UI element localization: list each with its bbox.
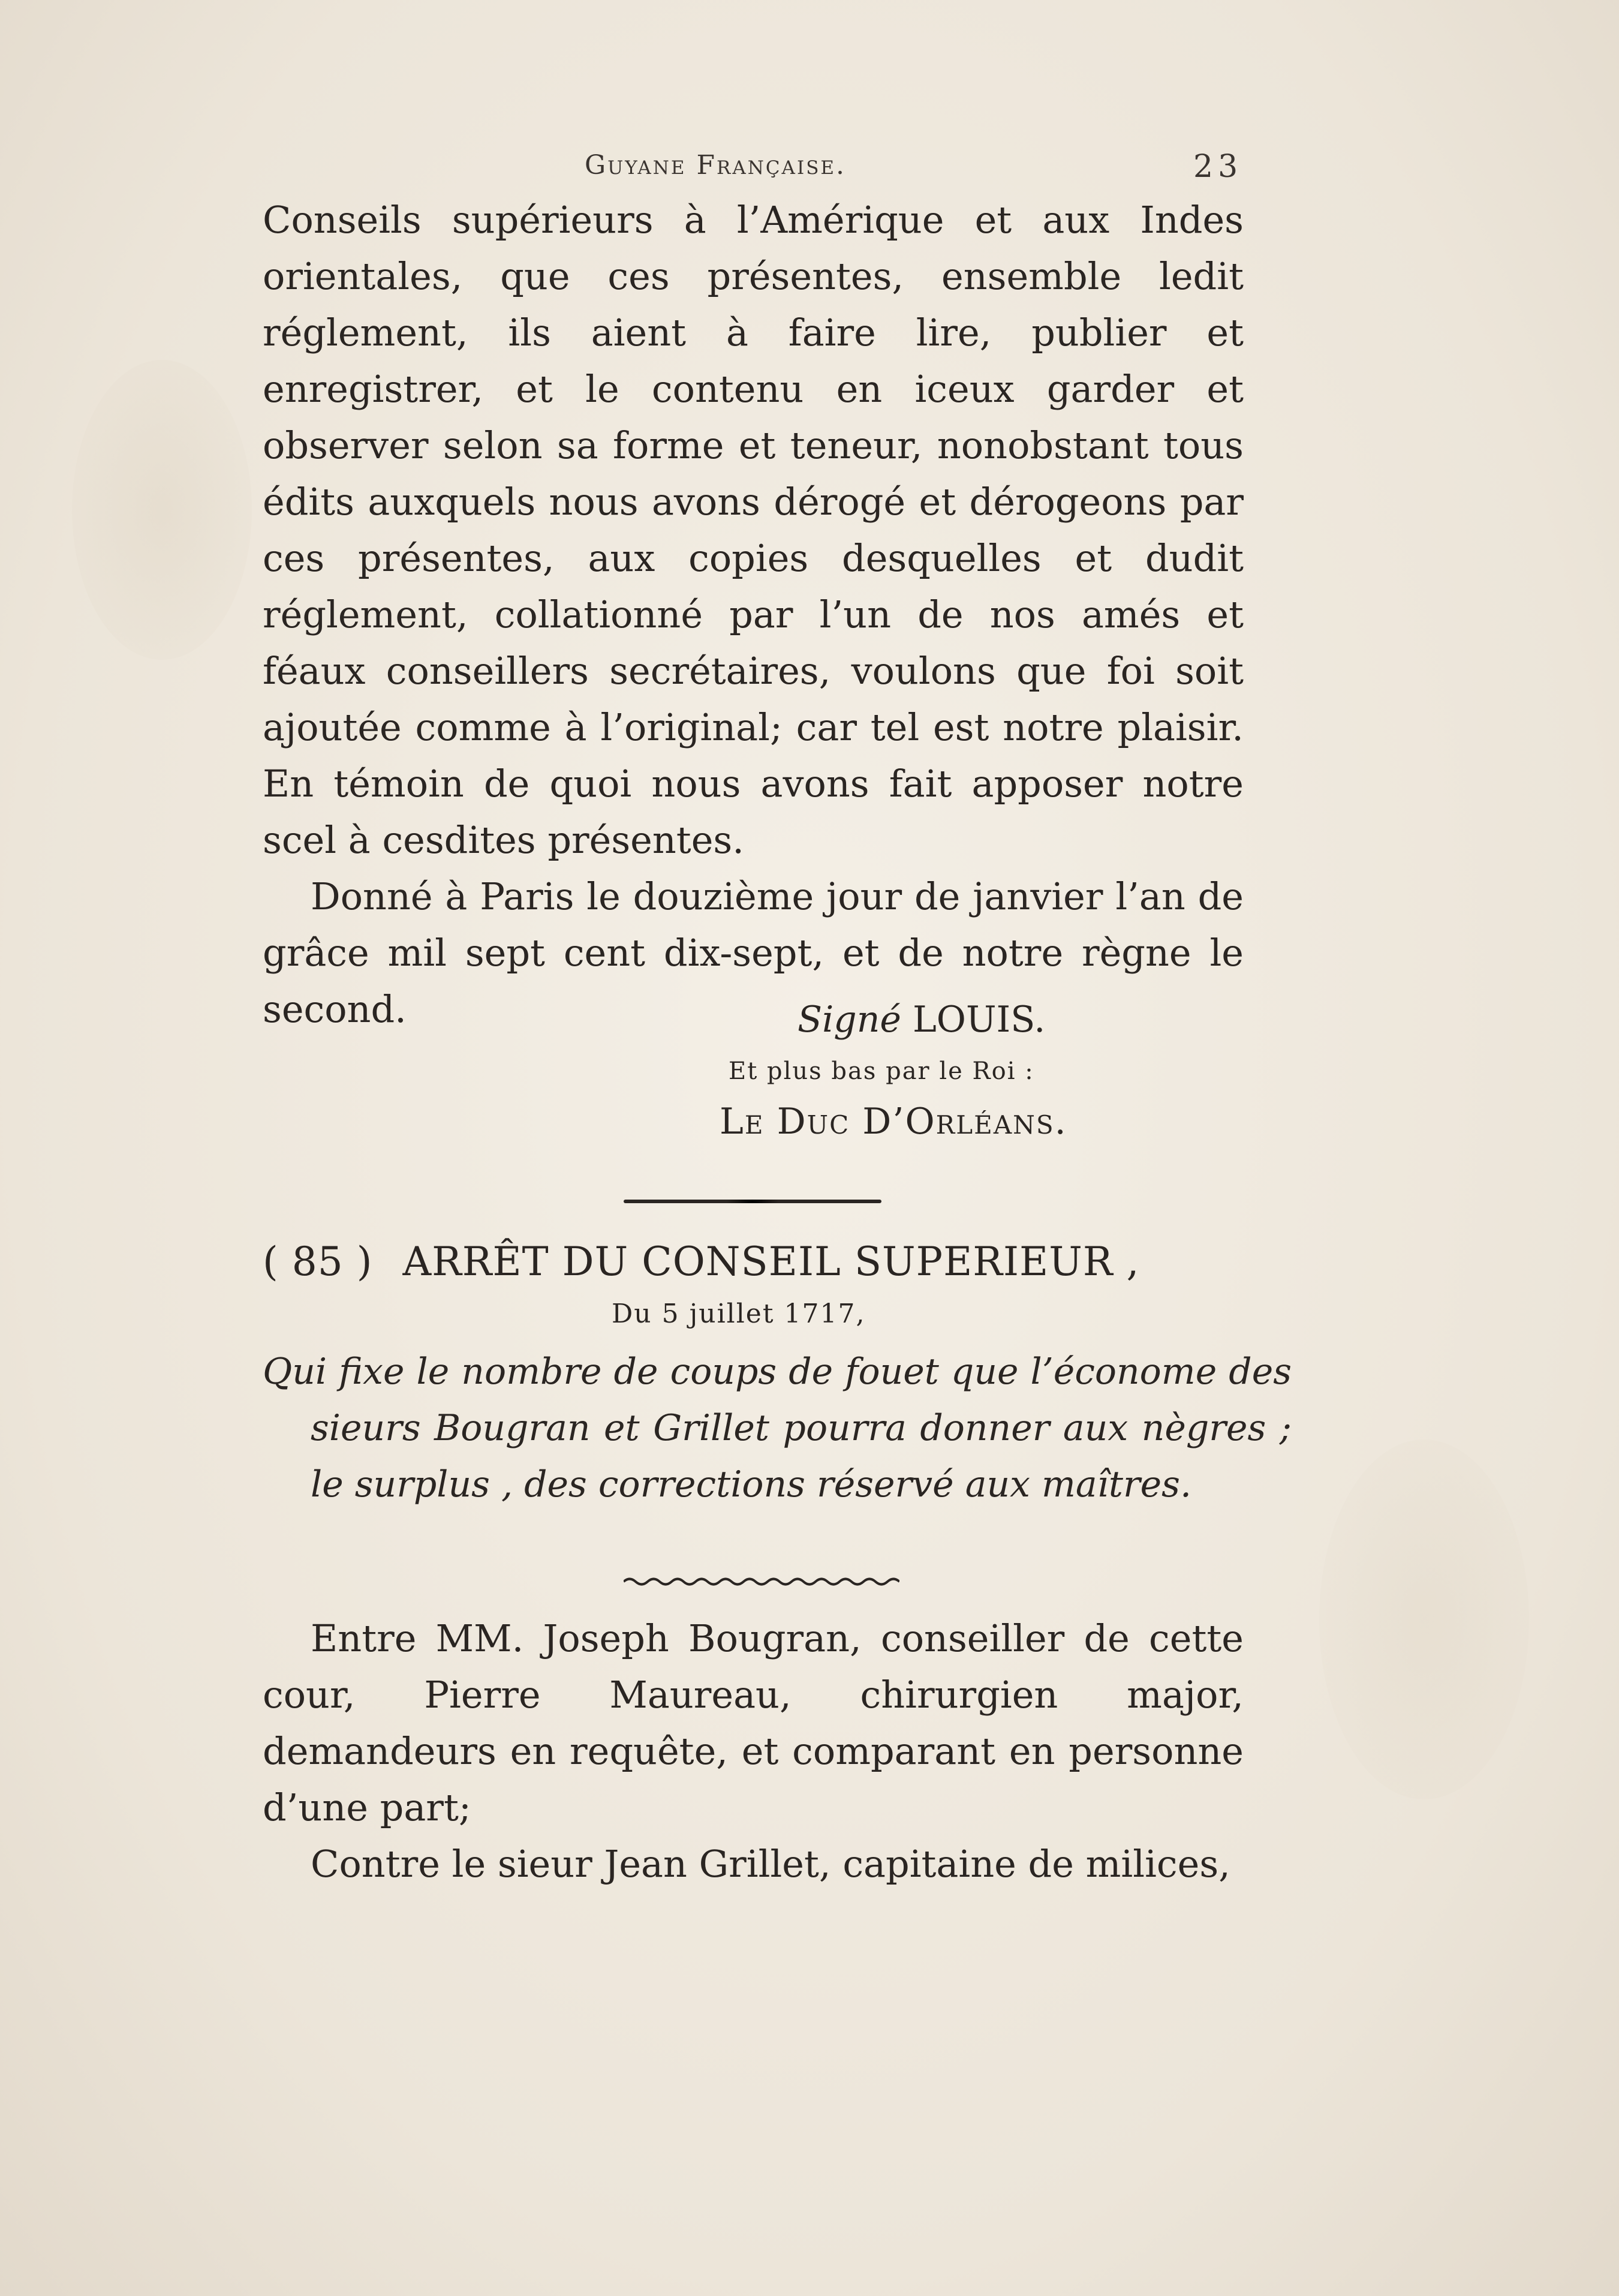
- signe-word: Signé: [798, 999, 901, 1041]
- date-paragraph: Donné à Paris le douzième jour de janvier l’an de grâce mil sept cent dix-sept, et de notre règne le second.: [263, 874, 1244, 1031]
- continuation-paragraph: Conseils supérieurs à l’Amérique et aux Indes orientales, que ces présentes, ensemble ledit réglement, ils aient à faire lire, publier et enregistrer, et le contenu en iceux garder et observer selon sa forme et teneur, nonobstant tous édits auxquels nous avons dérogé et dérogeons par ces présentes, aux copies desquelles et dudit réglement, collationné par l’un de nos amés et féaux conseillers secrétaires, voulons que foi soit ajoutée comme à l’original; car tel est notre plaisir. En témoin de quoi nous avons fait apposer notre scel à cesdites présentes.: [263, 198, 1244, 862]
- body-text: [263, 1610, 1244, 1892]
- continuation-text: [263, 192, 1244, 1038]
- body-paragraph: Contre le sieur Jean Grillet, capitaine de milices,: [311, 1842, 1230, 1886]
- body-paragraph: Entre MM. Joseph Bougran, conseiller de cette cour, Pierre Maureau, chirurgien major, demandeurs en requête, et comparant en personne d’une part;: [263, 1616, 1244, 1829]
- king-name: LOUIS.: [912, 999, 1046, 1041]
- wavy-ornament: [624, 1576, 899, 1587]
- section-rule: [624, 1200, 881, 1203]
- paper-stain: [72, 360, 252, 660]
- page-number: 23: [1193, 149, 1243, 185]
- act-title: ARRÊT DU CONSEIL SUPERIEUR ,: [402, 1239, 1140, 1285]
- running-title: Guyane Française.: [585, 150, 847, 181]
- countersign-intro: Et plus bas par le Roi :: [729, 1057, 1034, 1085]
- act-summary: Qui fixe le nombre de coups de fouet que l’économe des sieurs Bougran et Grillet pourra donner aux nègres ; le surplus , des corrections réservé aux maîtres.: [263, 1351, 1292, 1505]
- signature-line: [798, 999, 1045, 1041]
- act-number: ( 85 ): [263, 1239, 373, 1285]
- paper-stain: [1319, 1439, 1529, 1799]
- countersign-name: Le Duc D’Orléans.: [720, 1101, 1067, 1143]
- act-heading: [263, 1239, 1246, 1285]
- act-date: Du 5 juillet 1717,: [612, 1299, 866, 1329]
